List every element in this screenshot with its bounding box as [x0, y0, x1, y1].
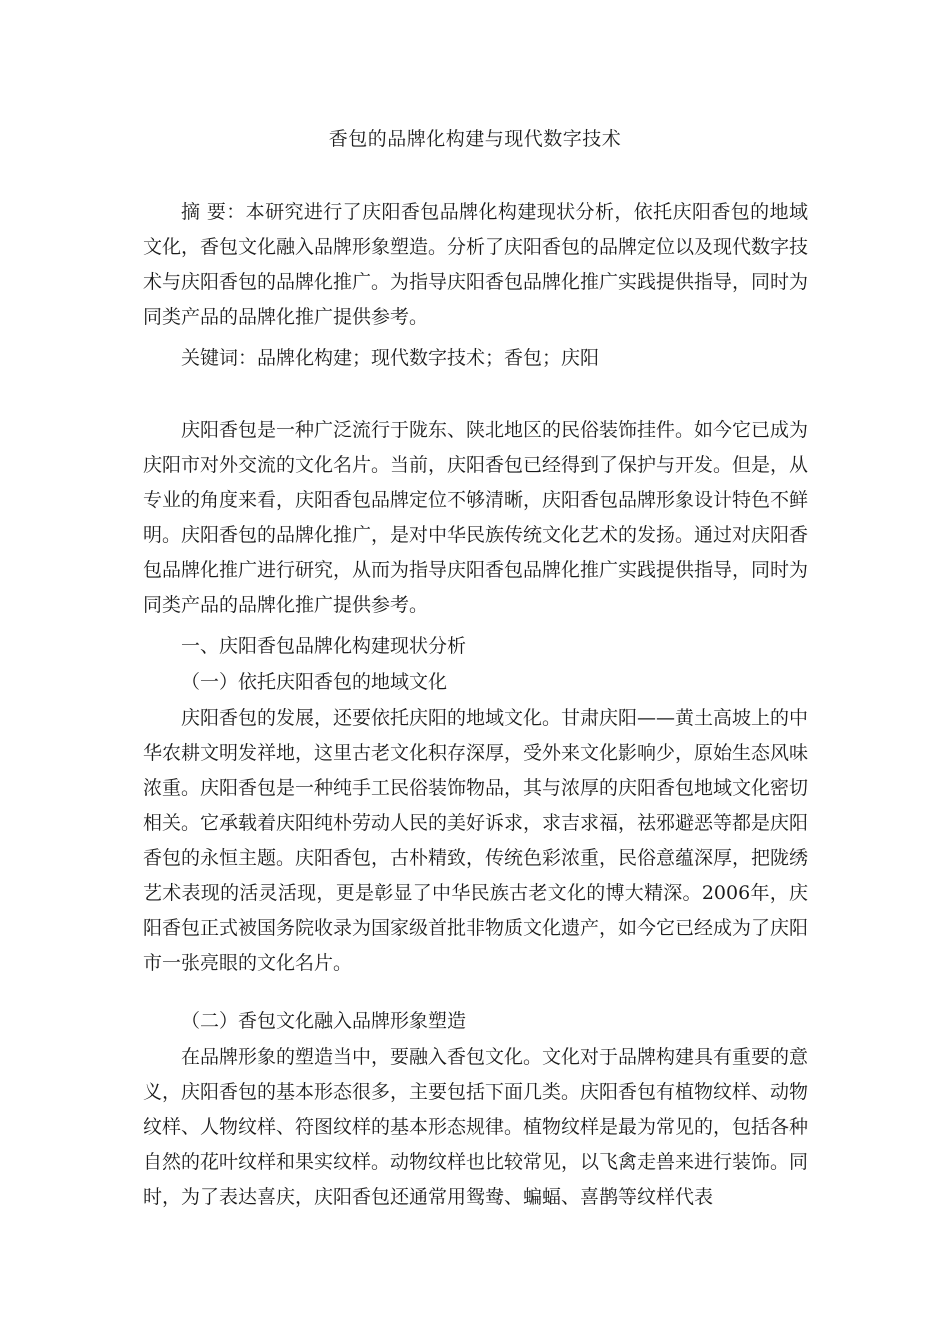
document-title: 香包的品牌化构建与现代数字技术: [328, 128, 622, 150]
keywords-line: 关键词：品牌化构建；现代数字技术；香包；庆阳: [181, 347, 600, 369]
subsection-heading: （一）依托庆阳香包的地域文化: [181, 671, 448, 693]
body-paragraph: 在品牌形象的塑造当中，要融入香包文化。文化对于品牌构建具有重要的意义，庆阳香包的基本形态很多，主要包括下面几类。庆阳香包有植物纹样、动物纹样、人物纹样、符图纹样的基本形态规律。植物纹样是最为常见的，包括各种自然的花叶纹样和果实纹样。动物纹样也比较常见，以飞禽走兽来进行装饰。同时，为了表达喜庆，庆阳香包还通常用鸳鸯、蝙蝠、喜鹊等纹样代表: [143, 1046, 809, 1208]
subsection-heading: （二）香包文化融入品牌形象塑造: [181, 1010, 467, 1032]
body-paragraph: 庆阳香包的发展，还要依托庆阳的地域文化。甘肃庆阳——黄土高坡上的中华农耕文明发祥地，这里古老文化积存深厚，受外来文化影响少，原始生态风味浓重。庆阳香包是一种纯手工民俗装饰物品，其与浓厚的庆阳香包地域文化密切相关。它承载着庆阳纯朴劳动人民的美好诉求，求吉求福，祛邪避恶等都是庆阳香包的永恒主题。庆阳香包，古朴精致，传统色彩浓重，民俗意蕴深厚，把陇绣艺术表现的活灵活现，更是彰显了中华民族古老文化的博大精深。2006年，庆阳香包正式被国务院收录为国家级首批非物质文化遗产，如今它已经成为了庆阳市一张亮眼的文化名片。: [143, 707, 809, 974]
intro-paragraph: 庆阳香包是一种广泛流行于陇东、陕北地区的民俗装饰挂件。如今它已成为庆阳市对外交流的文化名片。当前，庆阳香包已经得到了保护与开发。但是，从专业的角度来看，庆阳香包品牌定位不够清晰，庆阳香包品牌形象设计特色不鲜明。庆阳香包的品牌化推广，是对中华民族传统文化艺术的发扬。通过对庆阳香包品牌化推广进行研究，从而为指导庆阳香包品牌化推广实践提供指导，同时为同类产品的品牌化推广提供参考。: [143, 419, 809, 616]
section-heading: 一、庆阳香包品牌化构建现状分析: [181, 635, 467, 657]
abstract-paragraph: 摘 要：本研究进行了庆阳香包品牌化构建现状分析，依托庆阳香包的地域文化，香包文化融入品牌形象塑造。分析了庆阳香包的品牌定位以及现代数字技术与庆阳香包的品牌化推广。为指导庆阳香包品牌化推广实践提供指导，同时为同类产品的品牌化推广提供参考。: [143, 201, 809, 328]
